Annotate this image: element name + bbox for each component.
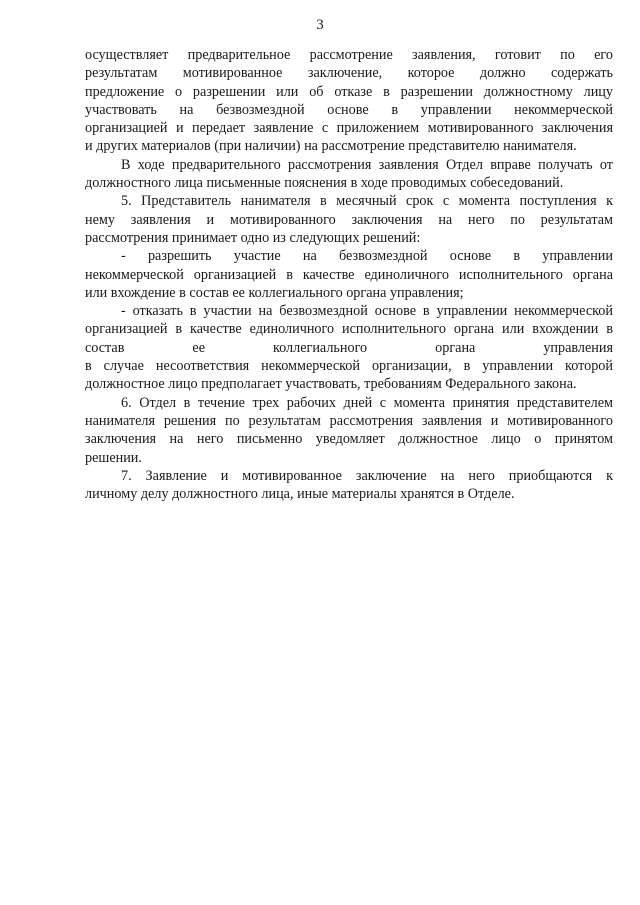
- text-line: - разрешить участие на безвозмездной основе в управлении: [121, 248, 613, 265]
- text-line: решении.: [85, 449, 142, 466]
- text-line: - отказать в участии на безвозмездной основе в управлении некоммерческой: [121, 303, 613, 320]
- text-line: нанимателя решения по результатам рассмотрения заявления и мотивированного: [85, 412, 613, 429]
- text-line: заключения на него письменно уведомляет должностное лицо о принятом: [85, 431, 613, 448]
- text-line: предложение о разрешении или об отказе в разрешении должностному лицу: [85, 83, 613, 100]
- text-line: участвовать на безвозмездной основе в управлении некоммерческой: [85, 101, 613, 118]
- text-line: результатам мотивированное заключение, которое должно содержать: [85, 65, 613, 82]
- text-line: 7. Заявление и мотивированное заключение на него приобщаются к: [121, 467, 613, 484]
- text-line: организацией и передает заявление с приложением мотивированного заключения: [85, 120, 613, 137]
- text-line: 5. Представитель нанимателя в месячный срок с момента поступления к: [121, 193, 613, 210]
- text-line: должностное лицо предполагает участвовать, требованиям Федерального закона.: [85, 376, 577, 393]
- text-line: рассмотрения принимает одно из следующих решений:: [85, 229, 421, 246]
- text-line: или вхождение в состав ее коллегиального органа управления;: [85, 284, 464, 301]
- text-line: осуществляет предварительное рассмотрение заявления, готовит по его: [85, 47, 613, 63]
- text-line: должностного лица письменные пояснения в ходе проводимых собеседований.: [85, 175, 564, 192]
- text-line: 6. Отдел в течение трех рабочих дней с момента принятия представителем: [121, 394, 613, 411]
- document-body: [85, 46, 613, 503]
- text-line: и других материалов (при наличии) на рассмотрение представителю нанимателя.: [85, 138, 577, 155]
- text-line: в случае несоответствия некоммерческой организации, в управлении которой: [85, 358, 613, 375]
- text-line: нему заявления и мотивированного заключения на него по результатам: [85, 211, 613, 228]
- page-number: 3: [316, 17, 324, 33]
- text-line: В ходе предварительного рассмотрения заявления Отдел вправе получать от: [121, 156, 613, 173]
- text-line: организацией в качестве единоличного исполнительного органа или вхождении в: [85, 321, 613, 338]
- text-line: состав ее коллегиального органа управления: [85, 339, 613, 356]
- text-line: личному делу должностного лица, иные материалы хранятся в Отделе.: [85, 486, 515, 503]
- text-line: некоммерческой организацией в качестве единоличного исполнительного органа: [85, 266, 613, 283]
